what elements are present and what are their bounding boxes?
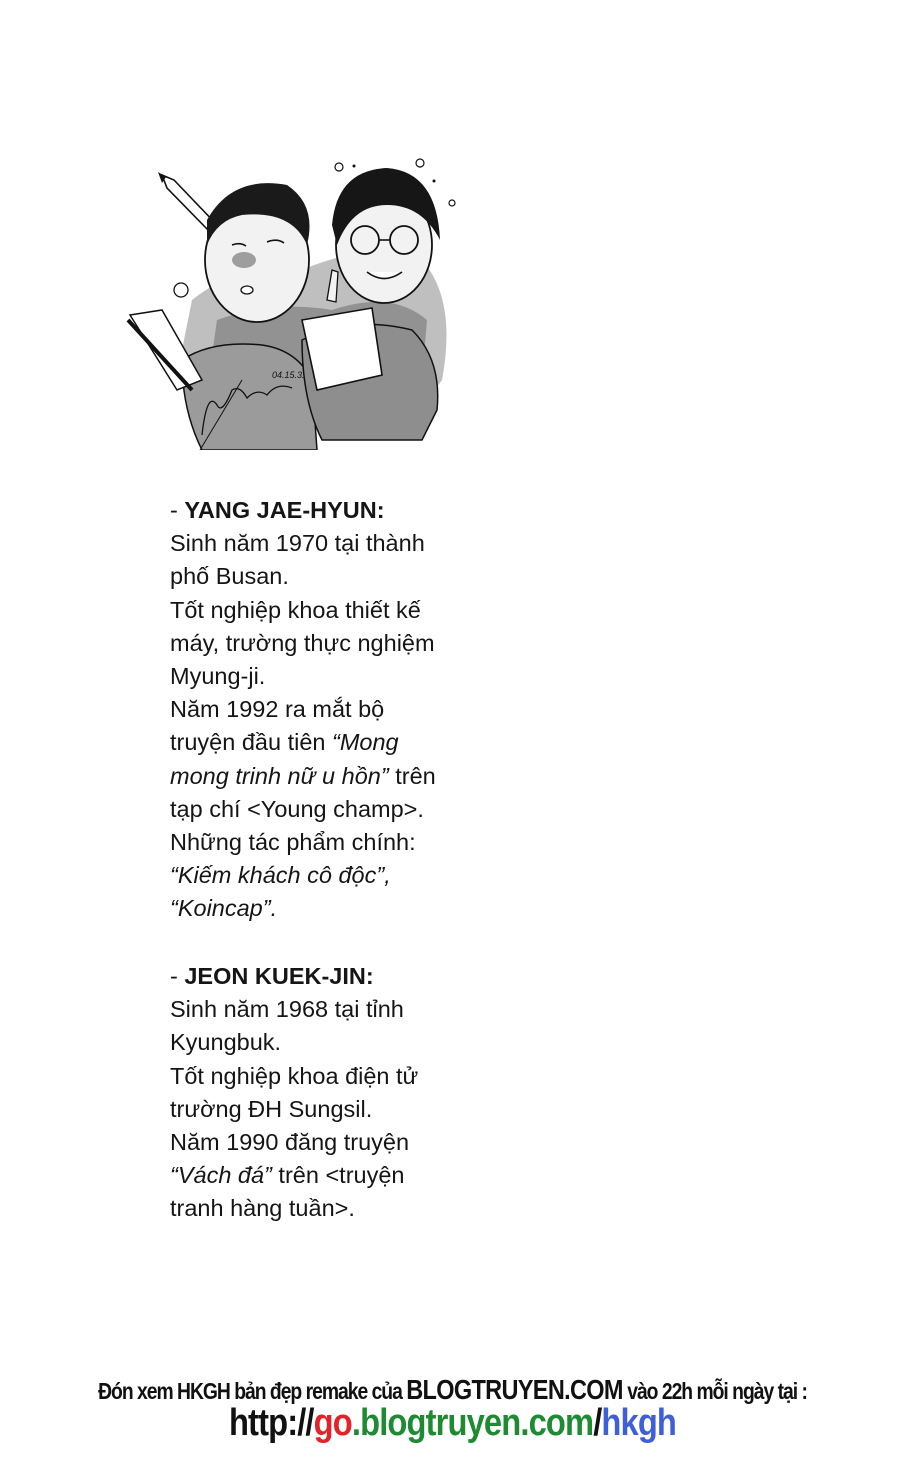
bio-line: truyện đầu tiên “Mong [170,729,399,756]
bio-heading: - JEON KUEK-JIN: [170,963,374,989]
bio-line: tranh hàng tuần>. [170,1195,355,1222]
bio-heading: - YANG JAE-HYUN: [170,497,385,523]
work-title: “Vách đá” [170,1162,272,1189]
svg-text:04.15.3.: 04.15.3. [272,370,305,380]
brand-name: BLOGTRUYEN.COM [406,1374,623,1405]
promo-url-link[interactable] [63,1402,841,1445]
url-path: hkgh [601,1402,677,1444]
url-dot: . [351,1402,361,1444]
bio-line: Tốt nghiệp khoa thiết kế [170,596,421,623]
bio-line: Sinh năm 1968 tại tỉnh [170,996,404,1023]
url-scheme: http:// [228,1402,314,1444]
work-title: “Kiếm khách cô độc”, [170,862,391,889]
artists-caricature-illustration [122,150,467,450]
bio-jeon-kuek-jin [170,960,470,1226]
bio-line: Myung-ji. [170,663,266,690]
work-title: “Mong [332,729,399,756]
bio-line: Những tác phẩm chính: [170,829,416,856]
bio-line: phố Busan. [170,563,289,590]
bio-line: Năm 1992 ra mắt bộ [170,696,385,723]
url-domain: blogtruyen.com [360,1402,594,1444]
promo-banner-text: Đón xem HKGH bản đẹp remake của BLOGTRUYEN.COM vào 22h mỗi ngày tại : [98,1374,807,1405]
bio-line: trường ĐH Sungsil. [170,1095,373,1122]
bio-line: Kyungbuk. [170,1029,282,1056]
work-title: mong trinh nữ u hồn” [170,762,389,789]
url-subdomain: go [313,1402,352,1444]
bio-line [170,859,470,892]
bio-line: Sinh năm 1970 tại thành [170,530,425,557]
bio-line [170,892,470,925]
bio-line: máy, trường thực nghiệm [170,629,435,656]
bio-line: Tốt nghiệp khoa điện tử [170,1062,419,1089]
bio-line: “Vách đá” trên <truyện [170,1162,405,1189]
bio-line: tạp chí <Young champ>. [170,795,424,822]
work-title: “Koincap”. [170,895,278,922]
url-slash: / [593,1402,602,1444]
bio-line: Năm 1990 đăng truyện [170,1129,410,1156]
bio-line: mong trinh nữ u hồn” trên [170,762,436,789]
bio-yang-jae-hyun [170,494,470,926]
